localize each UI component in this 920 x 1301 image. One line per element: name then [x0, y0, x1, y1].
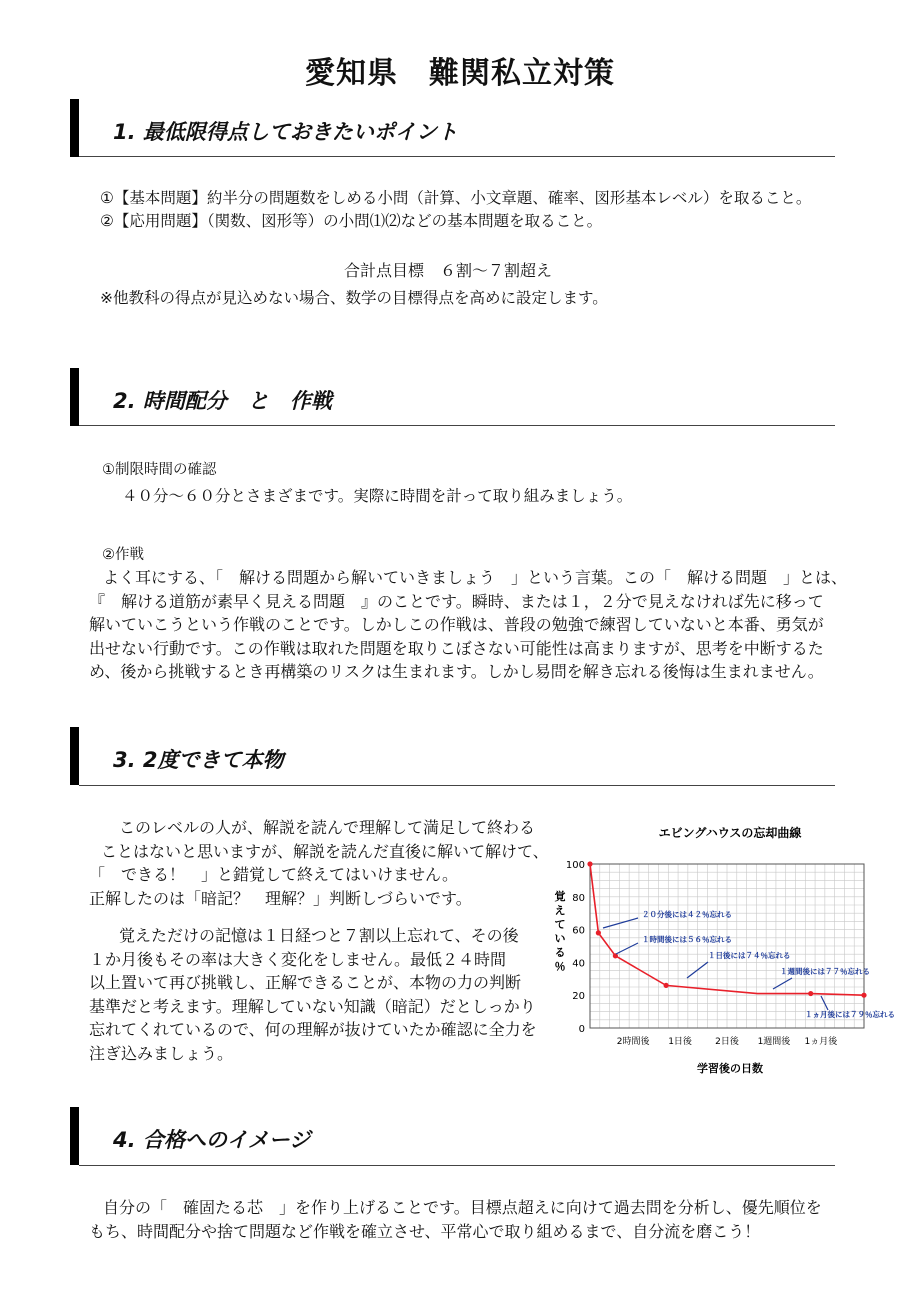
section-3-line: 覚えただけの記憶は１日経つと７割以上忘れて、その後: [119, 926, 519, 945]
annotation-arrow: [603, 918, 638, 928]
section-2-sub1-title: ①制限時間の確認: [102, 462, 217, 478]
section-3-heading: 3. 2度できて本物: [113, 748, 284, 772]
series-point: [861, 993, 866, 998]
section-1-bar: [70, 99, 79, 157]
chart-xlabel: 学習後の日数: [697, 1062, 763, 1075]
section-2-sub2-line: 解いていこうという作戦のことです。しかしこの作戦は、普段の勉強で練習していないと本番、勇気が: [89, 615, 824, 634]
x-tick-label: 2時間後: [616, 1037, 650, 1047]
y-tick-label: 20: [572, 991, 585, 1003]
section-2-rule: [79, 425, 835, 426]
annotation-label: ２０分後には４２％忘れる: [642, 910, 732, 919]
section-1-heading: 1. 最低限得点しておきたいポイント: [113, 120, 458, 144]
section-4-body: [89, 1196, 837, 1243]
y-tick-label: 100: [565, 860, 585, 871]
series-point: [664, 983, 669, 988]
y-tick-label: 40: [572, 958, 585, 970]
section-1-line-2: ②【応用問題】（関数、図形等）の小問⑴⑵などの基本問題を取ること。: [100, 212, 603, 230]
annotation-label: １ヵ月後には７９％忘れる: [805, 1010, 895, 1019]
section-2-heading: 2. 時間配分 と 作戦: [113, 389, 332, 413]
section-2-sub1-body: ４０分～６０分とさまざまです。実際に時間を計って取り組みましょう。: [122, 487, 633, 505]
section-4-line: もち、時間配分や捨て問題など作戦を確立させ、平常心で取り組めるまで、自分流を磨こう！: [89, 1221, 761, 1241]
y-label-char: る: [554, 946, 566, 959]
y-tick-label: 80: [572, 892, 585, 904]
x-tick-label: 1ヵ月後: [804, 1037, 838, 1047]
section-2-sub2-body: [89, 566, 848, 684]
y-label-char: い: [554, 932, 566, 945]
annotation-label: １日後には７４％忘れる: [708, 951, 791, 960]
annotation-label: １週間後には７７％忘れる: [780, 967, 870, 976]
page-title: 愛知県 難関私立対策: [305, 56, 615, 91]
section-3-line: 忘れてくれているので、何の理解が抜けていたか確認に全力を: [89, 1020, 537, 1039]
section-1-target: 合計点目標 ６割～７割超え: [344, 261, 553, 280]
chart-ylabel: [555, 889, 566, 973]
section-1-note: ※他教科の得点が見込めない場合、数学の目標得点を高めに設定します。: [100, 289, 608, 307]
forgetting-curve-chart: [548, 820, 895, 1080]
section-4-bar: [70, 1107, 79, 1165]
y-label-char: ％: [554, 960, 566, 973]
section-1-rule: [79, 156, 835, 157]
series-point: [808, 991, 813, 996]
annotation-arrow: [821, 996, 828, 1010]
series-point: [596, 930, 601, 935]
series-point: [587, 861, 592, 866]
section-3-line: 「 できる！ 」と錯覚して終えてはいけません。: [89, 865, 458, 884]
section-3-line: このレベルの人が、解説を読んで理解して満足して終わる: [119, 818, 536, 837]
section-2-sub2-title: ②作戦: [102, 547, 144, 563]
section-4-rule: [79, 1165, 835, 1166]
y-label-char: 覚: [554, 890, 566, 903]
section-3-bar: [70, 727, 79, 785]
x-tick-label: 2日後: [715, 1037, 739, 1047]
section-3-line: 以上置いて再び挑戦し、正解できることが、本物の力の判断: [89, 973, 522, 992]
section-2-bar: [70, 368, 79, 426]
section-3-paragraph-2: [89, 924, 549, 1065]
section-1-line-1: ①【基本問題】約半分の問題数をしめる小問（計算、小文章題、確率、図形基本レベル）を取ること。: [100, 189, 812, 207]
chart-title: エビングハウスの忘却曲線: [658, 826, 802, 840]
section-4-heading: 4. 合格へのイメージ: [113, 1128, 311, 1152]
section-3-line: ことはないと思いますが、解説を読んだ直後に解いて解けて、: [101, 841, 549, 861]
section-3-line: 正解したのは「暗記？ 理解？」判断しづらいです。: [89, 888, 472, 908]
section-4-line: 自分の「 確固たる芯 」を作り上げることです。目標点超えに向けて過去問を分析し、優先順位を: [103, 1198, 822, 1217]
y-tick-label: 0: [578, 1024, 585, 1035]
y-label-char: て: [554, 918, 566, 931]
section-2-sub2-line: 出せない行動です。この作戦は取れた問題を取りこぼさない可能性は高まりますが、思考を中断するた: [89, 638, 824, 658]
annotation-label: １時間後には５６％忘れる: [642, 935, 732, 944]
section-3-rule: [79, 785, 835, 786]
x-tick-label: 1日後: [668, 1037, 692, 1047]
section-2-sub2-line: よく耳にする、「 解ける問題から解いていきましょう 」という言葉。この「 解ける問題 」とは、: [103, 568, 848, 587]
chart-annotations: [603, 909, 895, 1019]
section-3-line: 注ぎ込みましょう。: [89, 1043, 234, 1063]
section-2-sub2-line: め、後から挑戦するとき再構築のリスクは生まれます。しかし易問を解き忘れる後悔は生まれません。: [89, 662, 824, 681]
y-tick-label: 60: [572, 925, 585, 937]
section-3-line: 基準だと考えます。理解していない知識（暗記）だとしっかり: [89, 996, 536, 1016]
x-tick-label: 1週間後: [757, 1037, 791, 1047]
section-3-paragraph-1: [89, 816, 549, 910]
y-label-char: え: [554, 904, 566, 917]
section-3-line: １か月後もその率は大きく変化をしません。最低２４時間: [89, 949, 506, 969]
section-2-sub2-line: 『 解ける道筋が素早く見える問題 』のことです。瞬時、または１，２分で見えなければ先に移って: [89, 591, 824, 611]
chart-svg: [548, 820, 895, 1080]
